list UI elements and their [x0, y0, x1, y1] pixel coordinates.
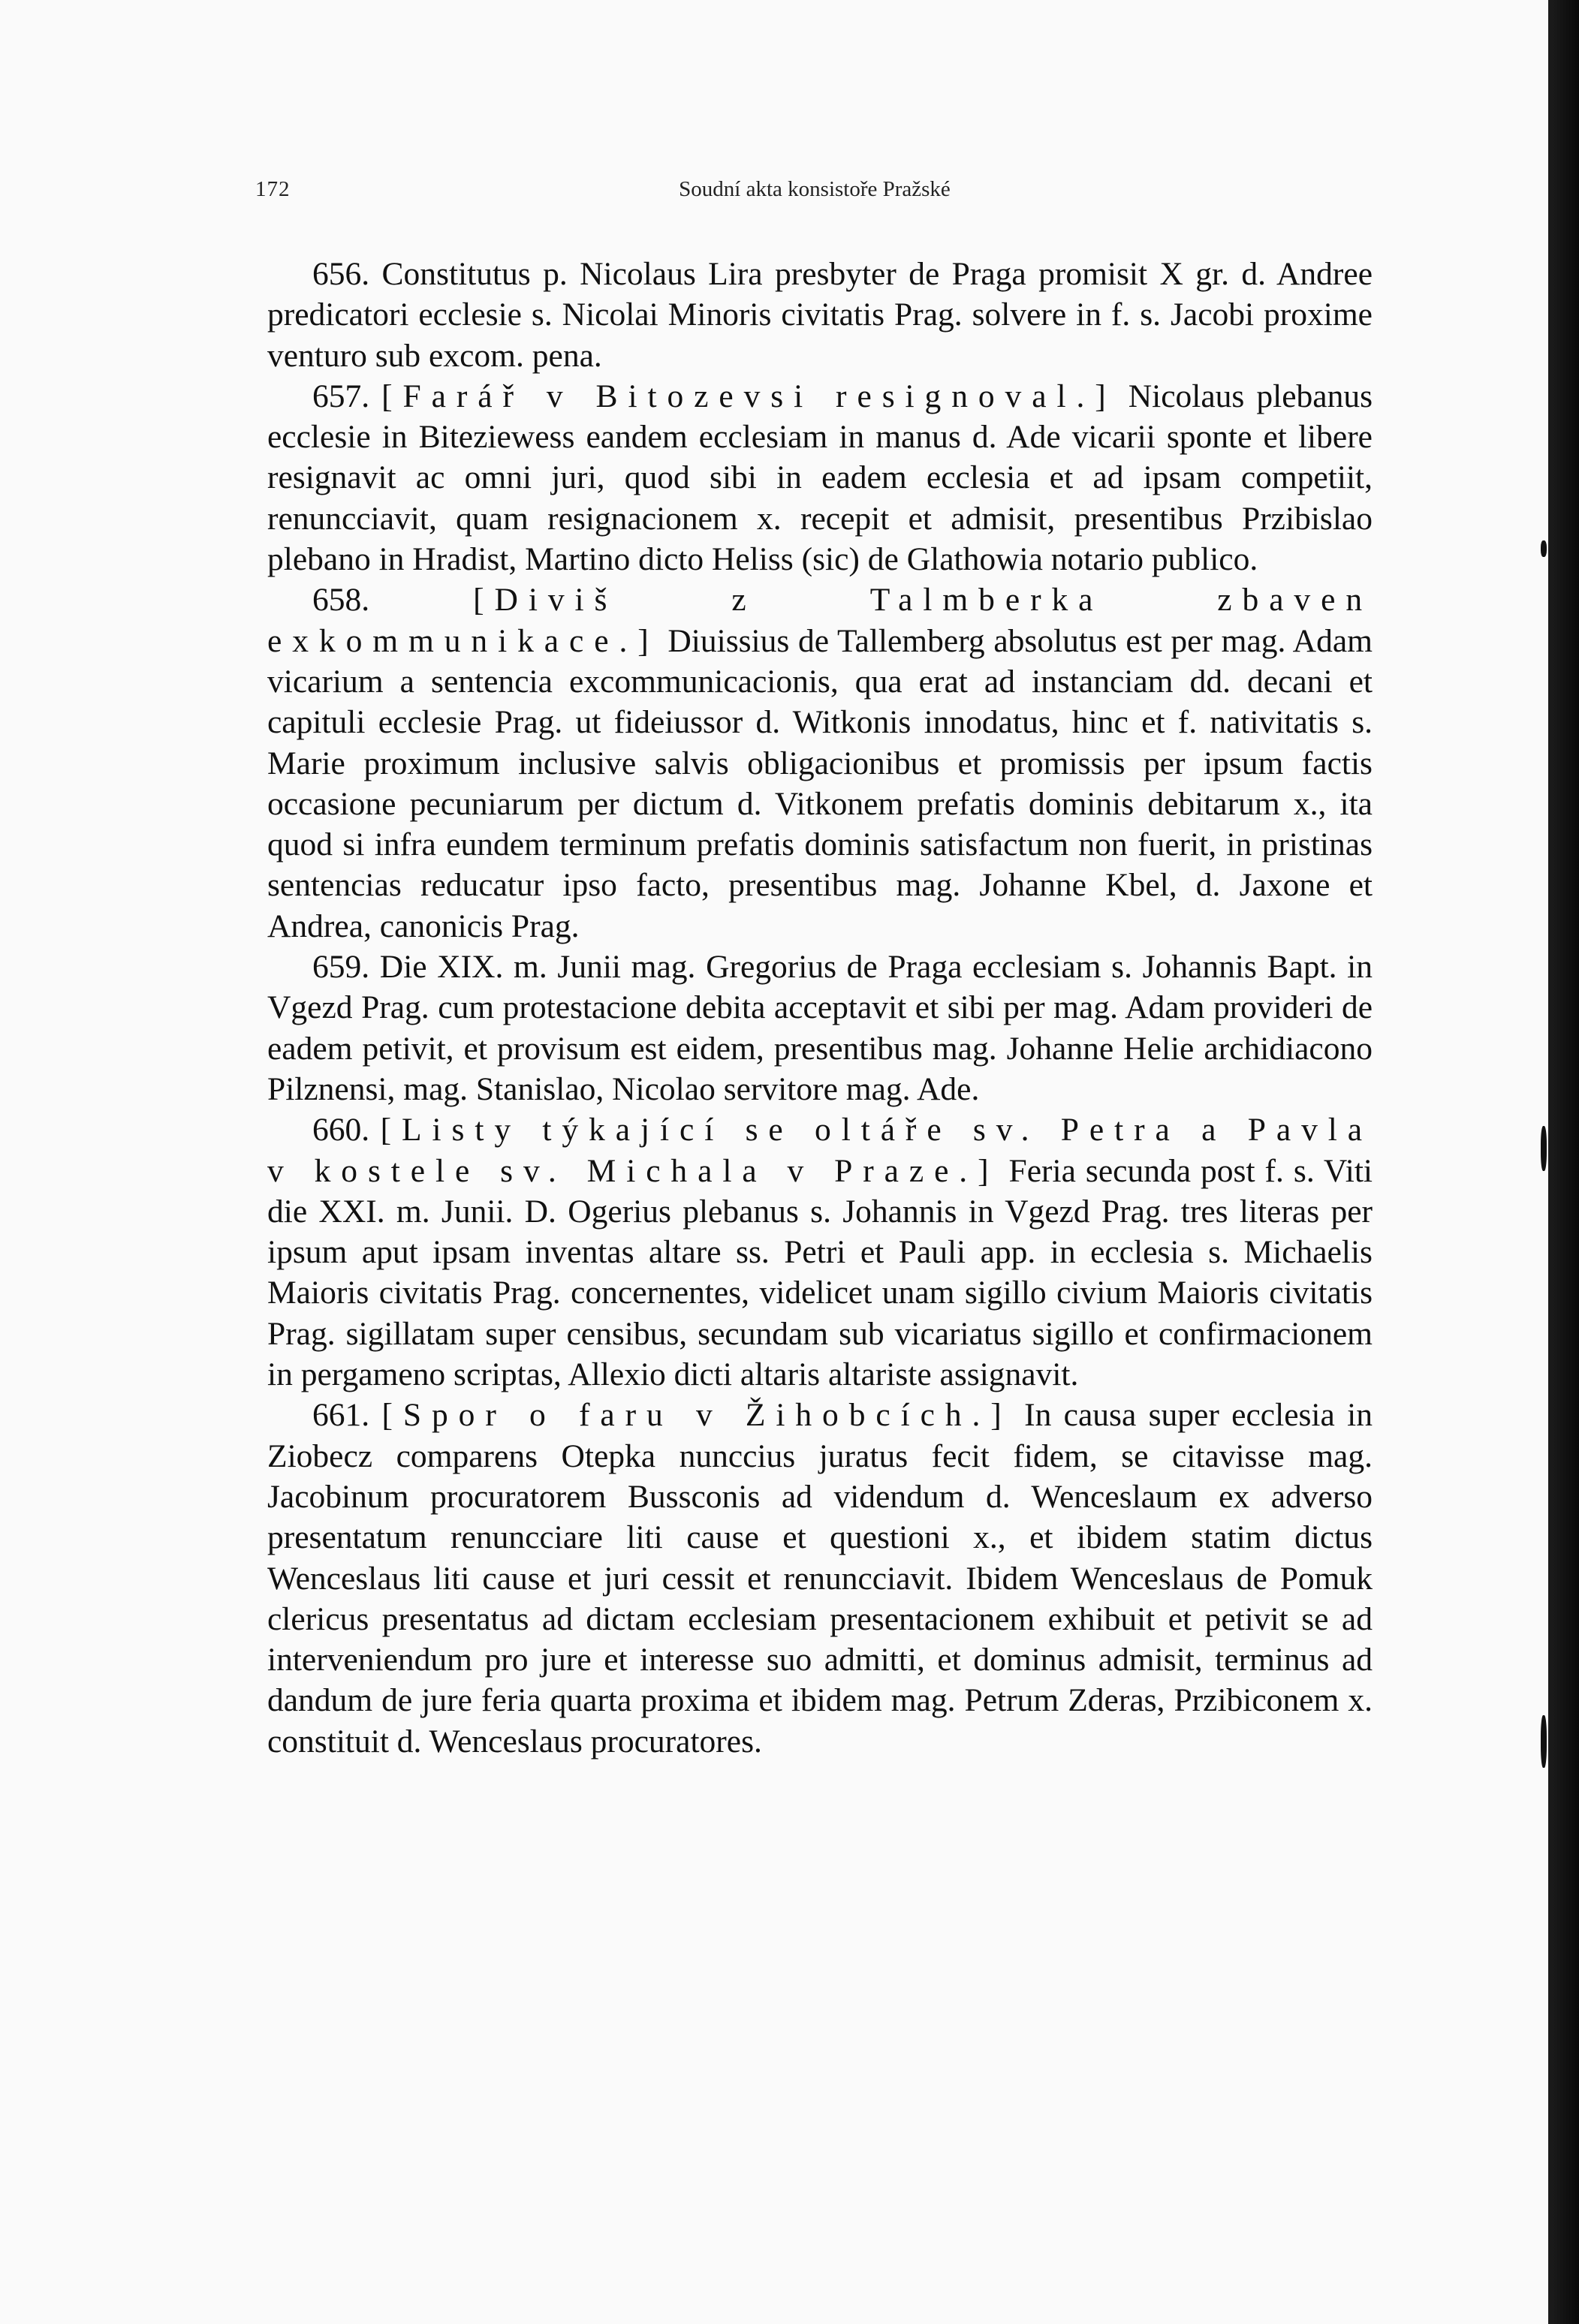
text-body	[267, 254, 1373, 1762]
entry-text: Diuissius de Tallemberg absolutus est per mag. Adam vicarium a sentencia excommunicacionis, qua erat ad instanciam dd. decani et capituli ecclesie Prag. ut fideiussor d. Witkonis innodatus, hinc et f. nativitatis s. Marie proximum inclusive salvis obligacionibus et promissis per ipsum factis occasione pecuniarum per dictum d. Vitkonem prefatis dominis debitarum x., ita quod si infra eundem terminum prefatis dominis satisfactum non fuerit, in pristinas sentencias reducatur ipso facto, presentibus mag. Johanne Kbel, d. Jaxone et Andrea, canonicis Prag.	[267, 622, 1373, 944]
entry-number: 660.	[312, 1112, 370, 1148]
entry-text: Nicolaus plebanus ecclesie in Biteziewess eandem ecclesiam in manus d. Ade vicarii sponte et libere resignavit ac omni juri, quod sibi in eadem ecclesia et ad ipsam competiit, renuncciavit, quam resignacionem x. recepit et admisit, presentibus Przibislao plebano in Hradist, Martino dicto Heliss (sic) de Glathowia notario publico.	[267, 378, 1373, 578]
margin-speck	[1541, 1126, 1547, 1171]
entry-heading: [Diviš z Talmberka zbaven exkommunikace.]	[267, 582, 1373, 659]
entry-number: 658.	[312, 582, 370, 619]
entry-text: Feria secunda post f. s. Viti die XXI. m. Junii. D. Ogerius plebanus s. Johannis in Vgezd Prag. tres literas per ipsum aput ipsam inventas altare ss. Petri et Pauli app. in ecclesia s. Michaelis Maioris civitatis Prag. concernentes, videlicet unam sigillo civium Maioris civitatis Prag. sigillatam super censibus, secundam sub vicariatus sigillo et confirmacionem in pergameno scriptas, Allexio dicti altaris altariste assignavit.	[267, 1152, 1373, 1393]
entry-number: 657.	[312, 378, 370, 414]
entry-659	[267, 947, 1373, 1109]
entry-658	[267, 579, 1373, 947]
entry-heading: [Farář v Bitozevsi resignoval.]	[381, 378, 1116, 414]
entry-text: Constitutus p. Nicolaus Lira presbyter de Praga promisit X gr. d. Andree predicatori ecclesie s. Nicolai Minoris civitatis Prag. solvere in f. s. Jacobi proxime venturo sub excom. pena.	[267, 256, 1373, 374]
entry-heading: [Spor o faru v Žihobcích.]	[381, 1397, 1012, 1434]
entry-number: 659.	[312, 949, 370, 986]
margin-speck	[1541, 540, 1547, 557]
entry-660	[267, 1109, 1373, 1395]
entry-number: 656.	[312, 256, 370, 292]
entry-656	[267, 254, 1373, 376]
entry-661	[267, 1395, 1373, 1762]
margin-speck	[1541, 1715, 1547, 1768]
running-head	[255, 177, 1374, 207]
running-head-title: Soudní akta konsistoře Pražské	[679, 177, 951, 201]
entry-heading: [Listy týkající se oltáře sv. Petra a Pavla v kostele sv. Michala v Praze.]	[267, 1112, 1373, 1189]
scan-edge	[1553, 0, 1579, 2324]
entry-number: 661.	[312, 1397, 370, 1434]
page-number: 172	[255, 177, 291, 201]
entry-text: In causa super ecclesia in Ziobecz comparens Otepka nunccius juratus fecit fidem, se citavisse mag. Jacobinum procuratorem Bussconis ad videndum d. Wenceslaum ex adverso presentatum renuncciare liti cause et questioni x., et ibidem statim dictus Wenceslaus liti cause et juri cessit et renuncciavit. Ibidem Wenceslaus de Pomuk clericus presentatus ad dictam ecclesiam presentacionem exhibuit et petivit se ad interveniendum pro jure et interesse suo admitti, et dominus admisit, terminus ad dandum de jure feria quarta proxima et ibidem mag. Petrum Zderas, Przibiconem x. constituit d. Wenceslaus procuratores.	[267, 1397, 1373, 1760]
entry-657	[267, 376, 1373, 579]
entry-text: Die XIX. m. Junii mag. Gregorius de Praga ecclesiam s. Johannis Bapt. in Vgezd Prag. cum protestacione debita acceptavit et sibi per mag. Adam provideri de eadem petivit, et provisum est eidem, presentibus mag. Johanne Helie archidiacono Pilznensi, mag. Stanislao, Nicolao servitore mag. Ade.	[267, 949, 1373, 1107]
